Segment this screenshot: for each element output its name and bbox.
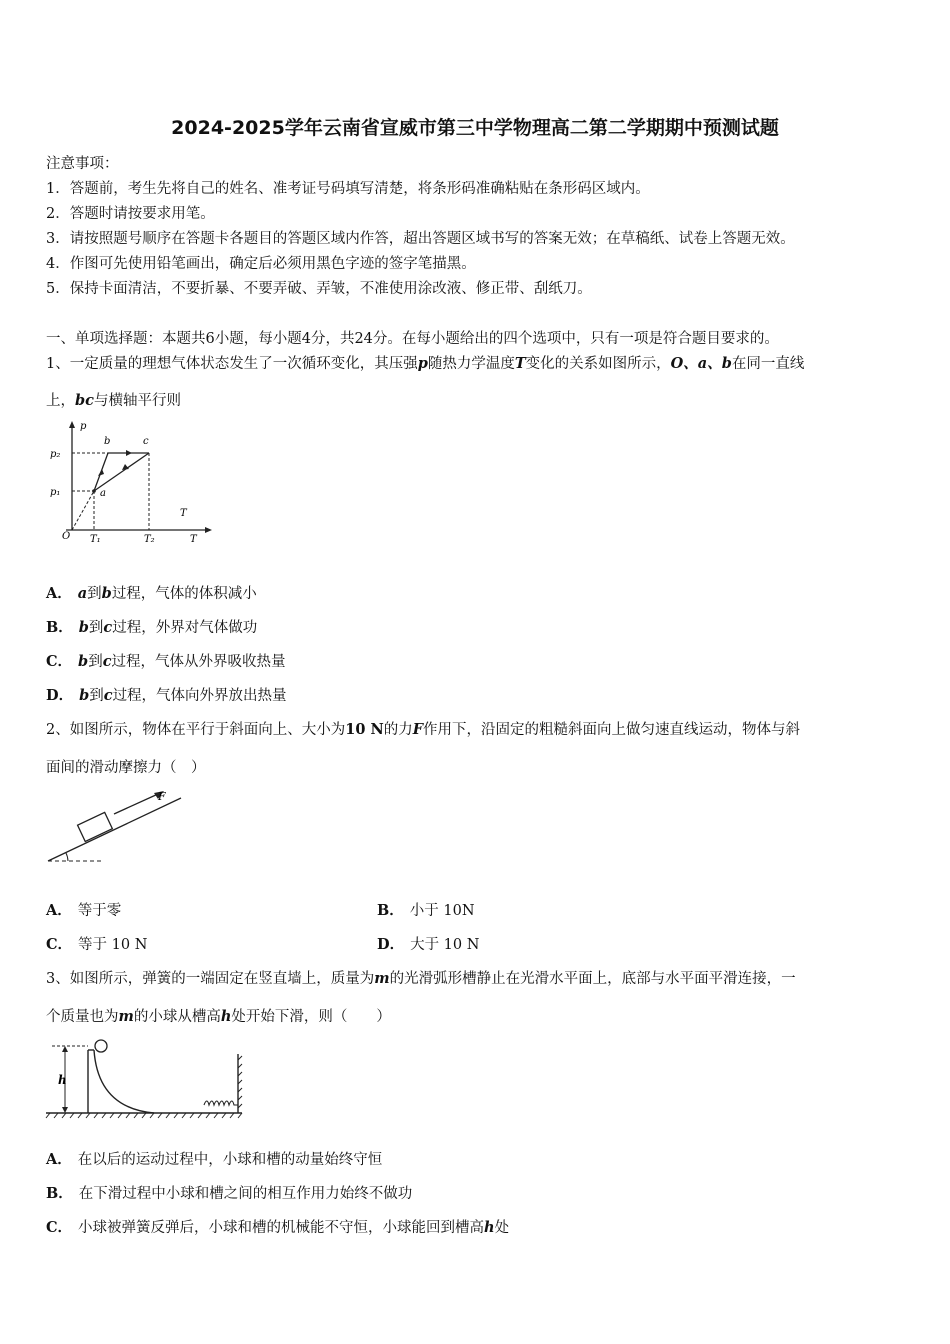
point-a-label: a — [100, 488, 106, 499]
origin-extension — [72, 491, 94, 530]
q3-option-a[interactable]: A． 在以后的运动过程中，小球和槽的动量始终守恒 — [46, 1151, 383, 1168]
q1-option-c[interactable]: C． b到c过程，气体从外界吸收热量 — [46, 653, 286, 670]
incline-angle-arc — [66, 853, 68, 861]
notice-item: 4．作图可先使用铅笔画出，确定后必须用黑色字迹的签字笔描黑。 — [46, 256, 476, 272]
trough-arc — [94, 1050, 154, 1113]
T-axis-arrow — [205, 527, 212, 533]
q1-option-b[interactable]: B． b到c过程，外界对气体做功 — [46, 619, 258, 636]
q1-option-a[interactable]: A． a到b过程，气体的体积减小 — [46, 585, 257, 602]
notice-item: 3．请按照题号顺序在答题卡各题目的答题区域内作答，超出答题区域书写的答案无效；在草稿纸、试卷上答题无效。 — [46, 231, 795, 247]
q3-stem-line2: 个质量也为m的小球从槽高h处开始下滑，则（ ） — [46, 1008, 391, 1025]
incline-surface — [48, 798, 181, 861]
force-label: F — [158, 790, 166, 803]
point-b-label: b — [104, 436, 111, 447]
q2-option-d[interactable]: D． 大于 10 N — [377, 936, 480, 953]
notice-heading: 注意事项： — [46, 156, 119, 172]
origin-label: O — [62, 531, 71, 542]
height-arrow-up — [62, 1046, 68, 1052]
q2-option-c[interactable]: C． 等于 10 N — [46, 936, 148, 953]
block — [78, 812, 113, 841]
wall — [238, 1054, 242, 1113]
T2-label: T₂ — [144, 534, 155, 545]
arrow-ab — [98, 469, 104, 476]
q3-stem-line1: 3、如图所示，弹簧的一端固定在竖直墙上，质量为m的光滑弧形槽静止在光滑水平面上，底部与水平面平滑连接，一 — [46, 970, 796, 987]
q2-option-b[interactable]: B． 小于 10N — [377, 902, 475, 919]
notice-item: 5．保持卡面清洁，不要折暴、不要弄破、弄皱，不准使用涂改液、修正带、刮纸刀。 — [46, 281, 592, 297]
spring — [204, 1101, 238, 1105]
q3-trough-figure — [44, 1036, 244, 1120]
height-arrow-down — [62, 1107, 68, 1113]
axis-T-label: T — [190, 534, 197, 545]
point-c-label: c — [143, 436, 149, 447]
p1-label: p₁ — [50, 487, 61, 498]
ball — [95, 1040, 107, 1052]
ground-hatch — [46, 1113, 242, 1118]
q2-stem-line1: 2、如图所示，物体在平行于斜面向上、大小为10 N的力F作用下，沿固定的粗糙斜面向上做匀速直线运动，物体与斜 — [46, 721, 801, 738]
arrow-bc — [126, 450, 132, 456]
page-title: 2024-2025学年云南省宣威市第三中学物理高二第二学期期中预测试题 — [171, 117, 779, 139]
height-label: h — [58, 1073, 67, 1087]
q1-stem-line2: 上，bc与横轴平行则 — [46, 392, 181, 409]
force-arrow — [114, 794, 158, 814]
axis-p-label: p — [80, 421, 87, 432]
notice-item: 2．答题时请按要求用笔。 — [46, 206, 215, 222]
q2-option-a[interactable]: A． 等于零 — [46, 902, 122, 919]
q2-stem-line2: 面间的滑动摩擦力（ ） — [46, 760, 206, 776]
q3-option-b[interactable]: B． 在下滑过程中小球和槽之间的相互作用力始终不做功 — [46, 1185, 413, 1202]
q1-pT-graph — [46, 418, 216, 548]
point-a — [92, 489, 96, 493]
section-heading: 一、单项选择题：本题共6小题，每小题4分，共24分。在每小题给出的四个选项中，只有一项是符合题目要求的。 — [46, 331, 779, 347]
q1-option-d[interactable]: D． b到c过程，气体向外界放出热量 — [46, 687, 287, 704]
q1-stem-line1: 1、一定质量的理想气体状态发生了一次循环变化，其压强p随热力学温度T变化的关系如图所示，O、a、b在同一直线 — [46, 355, 805, 372]
p-axis-arrow — [69, 421, 75, 428]
p2-label: p₂ — [50, 449, 61, 460]
T1-label: T₁ — [90, 534, 101, 545]
extra-T-label: T — [180, 508, 187, 519]
notice-item: 1．答题前，考生先将自己的姓名、准考证号码填写清楚，将条形码准确粘贴在条形码区域内。 — [46, 181, 650, 197]
q2-incline-figure — [46, 786, 196, 866]
q3-option-c[interactable]: C． 小球被弹簧反弹后，小球和槽的机械能不守恒，小球能回到槽高h处 — [46, 1219, 510, 1236]
